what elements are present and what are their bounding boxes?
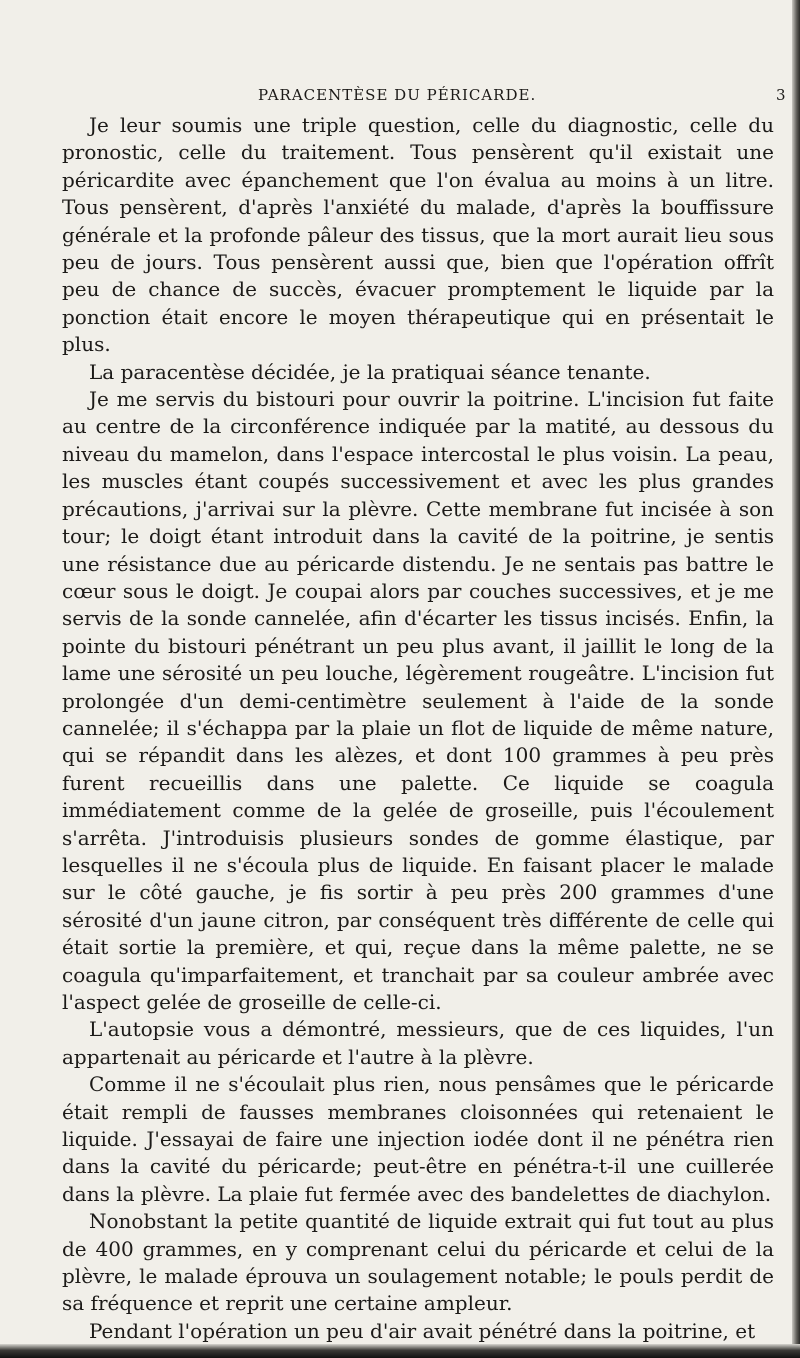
paragraph: Je leur soumis une triple question, celle du diagnostic, celle du pronostic, celle du traitement. Tous pensèrent qu'il existait une péricardite avec épanchement que l'on évalua au moins à un litre. Tous pensèrent, d'après l'anxiété du malade, d'après la bouffissure générale et la profonde pâleur des tissus, que la mort aurait lieu sous peu de jours. Tous pensèrent aussi que, bien que l'opération offrît peu de chance de succès, évacuer promptement le liquide par la ponction était encore le moyen thérapeutique qui en présentait le plus. xyxy=(62,113,774,357)
paragraph: Pendant l'opération un peu d'air avait pénétré dans la poitrine, et xyxy=(89,1318,756,1343)
paragraph: Nonobstant la petite quantité de liquide extrait qui fut tout au plus de 400 grammes, en y comprenant celui du péricarde et celui de la plèvre, le malade éprouva un soulagement notable; le pouls perdit de sa fréquence et reprit une certaine ampleur. xyxy=(62,1209,774,1316)
paragraph: L'autopsie vous a démontré, messieurs, que de ces liquides, l'un appartenait au péricarde et l'autre à la plèvre. xyxy=(62,1017,774,1069)
body-text xyxy=(62,112,774,1345)
paragraph: Je me servis du bistouri pour ouvrir la poitrine. L'incision fut faite au centre de la circonférence indiquée par la matité, au dessous du niveau du mamelon, dans l'espace intercostal le plus voisin. La peau, les muscles étant coupés successivement et avec les plus grandes précautions, j'arrivai sur la plèvre. Cette membrane fut incisée à son tour; le doigt étant introduit dans la cavité de la poitrine, je sentis une résistance due au péricarde distendu. Je ne sentais pas battre le cœur sous le doigt. Je coupai alors par couches successives, et je me servis de la sonde cannelée, afin d'écarter les tissus incisés. Enfin, la pointe du bistouri pénétrant un peu plus avant, il jaillit le long de la lame une sérosité un peu louche, légèrement rougeâtre. L'incision fut prolongée d'un demi-centimètre seulement à l'aide de la sonde cannelée; il s'échappa par la plaie un flot de liquide de même nature, qui se répandit dans les alèzes, et dont 100 grammes à peu près furent recueillis dans une palette. Ce liquide se coagula immédiatement comme de la gelée de groseille, puis l'écoulement s'arrêta. J'introduisis plusieurs sondes de gomme élastique, par lesquelles il ne s'écoula plus de liquide. En faisant placer le malade sur le côté gauche, je fis sortir à peu près 200 grammes d'une sérosité d'un jaune citron, par conséquent très différente de celle qui était sortie la première, et qui, reçue dans la même palette, ne se coagula qu'imparfaitement, et tranchait par sa couleur ambrée avec l'aspect gelée de groseille de celle-ci. xyxy=(62,387,774,1014)
running-title: PARACENTÈSE DU PÉRICARDE. xyxy=(258,86,537,104)
page-number: 3 xyxy=(776,86,786,104)
paragraph: Comme il ne s'écoulait plus rien, nous pensâmes que le péricarde était rempli de fausses membranes cloisonnées qui retenaient le liquide. J'essayai de faire une injection iodée dont il ne pénétra rien dans la cavité du péricarde; peut-être en pénétra-t-il une cuillerée dans la plèvre. La plaie fut fermée avec des bandelettes de diachylon. xyxy=(62,1072,774,1206)
paragraph: La paracentèse décidée, je la pratiquai séance tenante. xyxy=(89,359,651,384)
page-edge-shadow-right xyxy=(792,0,800,1358)
page-edge-shadow-bottom xyxy=(0,1344,800,1358)
